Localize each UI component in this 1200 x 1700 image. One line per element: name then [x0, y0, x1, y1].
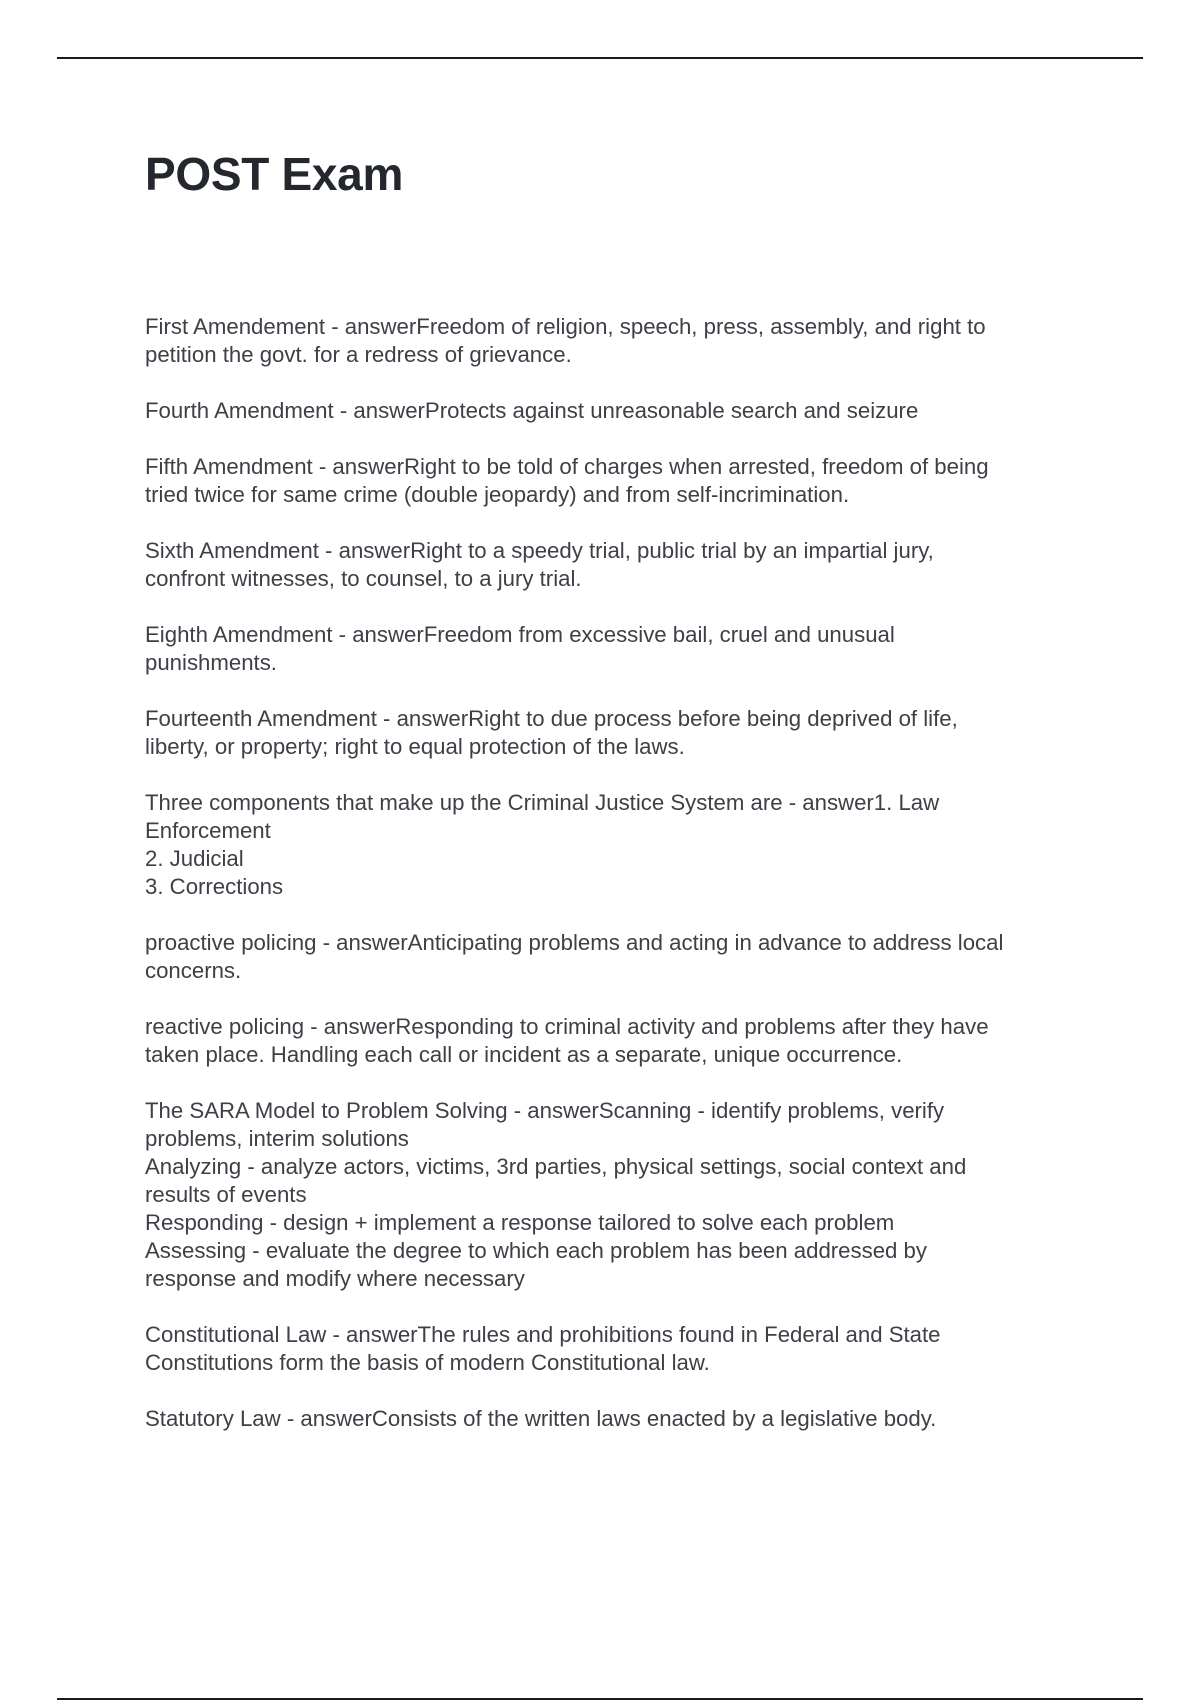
document-title: POST Exam: [145, 148, 404, 200]
flashcard-reactive-policing: reactive policing - answerResponding to criminal activity and problems after they have taken place. Handling each call or incident as a separate, unique occurrence.: [145, 1014, 989, 1067]
flashcard-statutory-law: Statutory Law - answerConsists of the written laws enacted by a legislative body.: [145, 1406, 937, 1431]
flashcard-fourteenth-amendment: Fourteenth Amendment - answerRight to due process before being deprived of life, liberty, or property; right to equal protection of the laws.: [145, 706, 958, 759]
flashcard-sixth-amendment: Sixth Amendment - answerRight to a speedy trial, public trial by an impartial jury, confront witnesses, to counsel, to a jury trial.: [145, 538, 934, 591]
flashcard-sara-model: The SARA Model to Problem Solving - answerScanning - identify problems, verify problems, interim solutions Analyzing - analyze actors, victims, 3rd parties, physical settings, social context and results of events Responding - design + implement a response tailored to solve each problem Assessing - evaluate the degree to which each problem has been addressed by response and modify where necessary: [145, 1098, 967, 1291]
flashcard-eighth-amendment: Eighth Amendment - answerFreedom from excessive bail, cruel and unusual punishments.: [145, 622, 895, 675]
flashcard-list: [145, 313, 1085, 1461]
flashcard-fifth-amendment: Fifth Amendment - answerRight to be told of charges when arrested, freedom of being tried twice for same crime (double jeopardy) and from self-incrimination.: [145, 454, 989, 507]
flashcard-first-amendment: First Amendement - answerFreedom of religion, speech, press, assembly, and right to petition the govt. for a redress of grievance.: [145, 314, 986, 367]
flashcard-criminal-justice-components: Three components that make up the Criminal Justice System are - answer1. Law Enforcement 2. Judicial 3. Corrections: [145, 790, 940, 899]
flashcard-constitutional-law: Constitutional Law - answerThe rules and prohibitions found in Federal and State Constitutions form the basis of modern Constitutional law.: [145, 1322, 941, 1375]
top-rule: [57, 57, 1143, 59]
flashcard-proactive-policing: proactive policing - answerAnticipating problems and acting in advance to address local concerns.: [145, 930, 1004, 983]
flashcard-fourth-amendment: Fourth Amendment - answerProtects against unreasonable search and seizure: [145, 398, 919, 423]
